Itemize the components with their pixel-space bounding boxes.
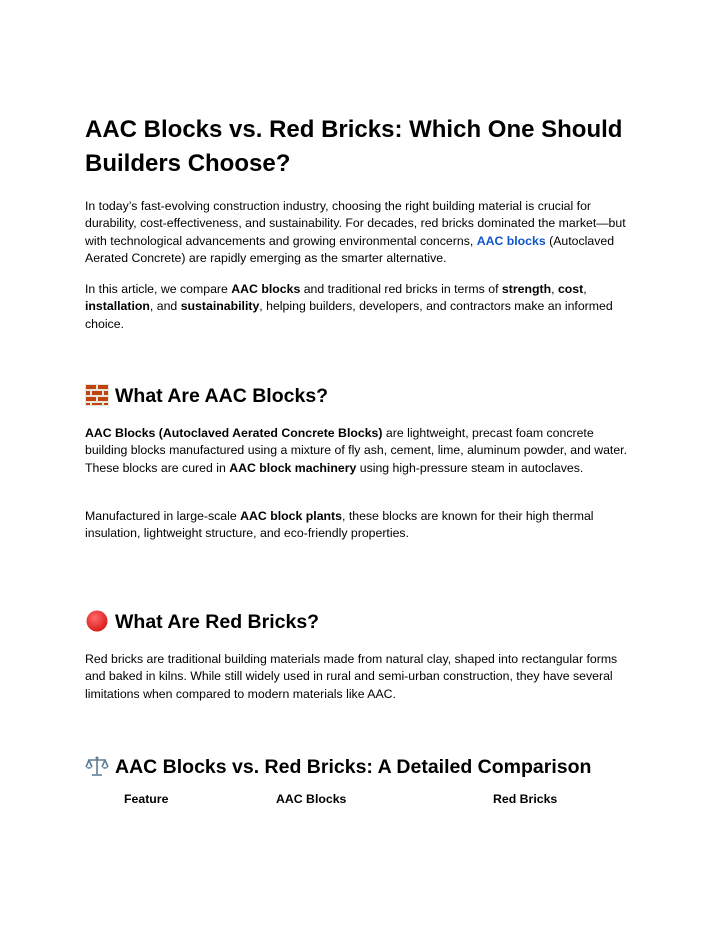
aac-text: using high-pressure steam in autoclaves. [356,460,584,475]
section-heading-aac [85,383,328,409]
aac-plants-paragraph [85,508,633,543]
bold-aac-plants: AAC block plants [240,509,342,523]
compare-text: , and [149,299,181,314]
bold-cost: cost [557,282,584,296]
bold-aac-machinery: AAC block machinery [229,460,357,475]
bold-strength: strength [501,282,552,296]
balance-scale-icon [85,755,109,777]
intro-text-end: (Autoclaved Aerated Concrete) are rapidly emerging as the smarter alternative. [85,233,615,265]
compare-paragraph [85,281,633,333]
compare-text: and traditional red bricks in terms of [300,282,502,296]
bold-aac-definition: AAC Blocks (Autoclaved Aerated Concrete Blocks) [85,426,383,440]
table-header-red-bricks: Red Bricks [493,792,558,806]
brick-icon [85,384,109,406]
table-header-feature: Feature [124,792,169,806]
section-heading-red-bricks [85,609,319,635]
bold-aac-blocks: AAC blocks [231,282,301,296]
aac-description-paragraph [85,425,633,477]
compare-text: , [583,282,587,296]
aac-blocks-link[interactable]: AAC blocks [476,233,546,248]
compare-text: , helping builders, developers, and contractors make an informed choice. [85,299,613,331]
section-heading-text: What Are AAC Blocks? [115,385,329,407]
compare-text: In this article, we compare [85,282,232,296]
compare-text: , [551,282,558,296]
red-circle-icon [85,610,109,632]
red-bricks-paragraph: Red bricks are traditional building materials made from natural clay, shaped into rectangular forms and baked in kilns. While still widely used in rural and semi-urban construction, they have several limitations when compared to modern materials like AAC. [85,652,618,701]
bold-installation: installation [85,299,150,314]
page-title: AAC Blocks vs. Red Bricks: Which One Should Builders Choose? [85,116,623,177]
table-header-aac-blocks: AAC Blocks [276,792,347,806]
intro-text: In today’s fast-evolving construction industry, choosing the right building material is crucial for durability, cost-effectiveness, and sustainability. For decades, red bricks dominated the market—but with technological advancements and growing environmental concerns, [85,199,626,248]
aac-plants-text: , these blocks are known for their high thermal insulation, lightweight structure, and eco-friendly properties. [85,509,594,541]
intro-paragraph [85,198,633,267]
bold-sustainability: sustainability [180,299,260,314]
section-heading-text: What Are Red Bricks? [115,611,320,633]
section-heading-text: AAC Blocks vs. Red Bricks: A Detailed Comparison [115,756,592,778]
aac-plants-text: Manufactured in large-scale [85,509,241,523]
aac-text: are lightweight, precast foam concrete building blocks manufactured using a mixture of fly ash, cement, lime, aluminum powder, and water. These blocks are cured in [85,426,628,475]
section-heading-comparison [85,754,591,780]
